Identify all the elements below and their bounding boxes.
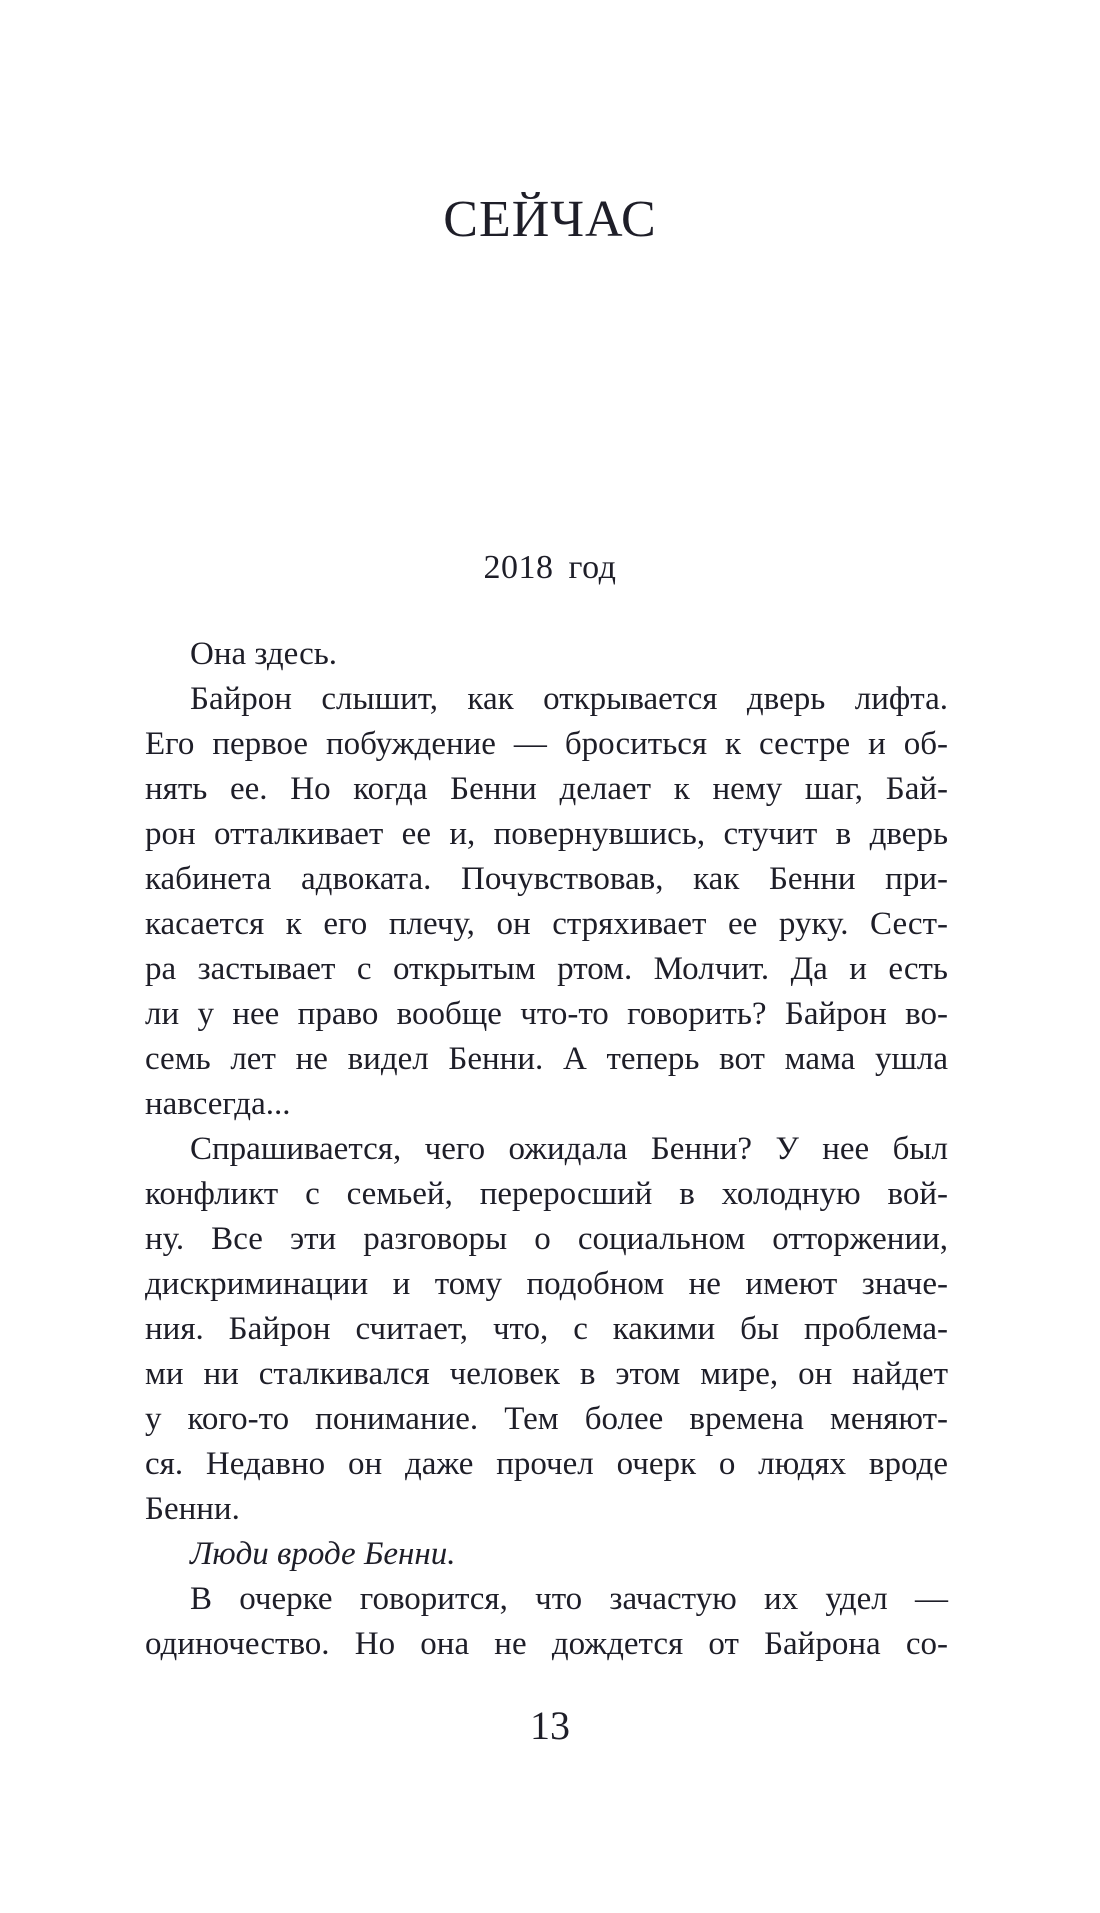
- text-line: касается к его плечу, он стряхивает ее руку. Сест-: [145, 906, 948, 942]
- text-line: нять ее. Но когда Бенни делает к нему шаг, Бай-: [145, 771, 948, 807]
- paragraph: [145, 1532, 948, 1577]
- text-line: рон отталкивает ее и, повернувшись, стучит в дверь: [145, 816, 948, 852]
- text-line: ся. Недавно он даже прочел очерк о людях вроде: [145, 1446, 948, 1482]
- text-line: ра застывает с открытым ртом. Молчит. Да и есть: [145, 951, 948, 987]
- text-line: одиночество. Но она не дождется от Байрона со-: [145, 1626, 948, 1662]
- text-line: ну. Все эти разговоры о социальном отторжении,: [145, 1221, 948, 1257]
- chapter-title: СЕЙЧАС: [443, 191, 657, 248]
- paragraph: [145, 632, 948, 677]
- text-line: конфликт с семьей, переросший в холодную вой-: [145, 1176, 948, 1212]
- text-line: Его первое побуждение — броситься к сестре и об-: [145, 726, 948, 762]
- text-line: семь лет не видел Бенни. А теперь вот мама ушла: [145, 1041, 948, 1077]
- text-line: ли у нее право вообще что-то говорить? Байрон во-: [145, 996, 948, 1032]
- text-line: ния. Байрон считает, что, с какими бы проблема-: [145, 1311, 948, 1347]
- paragraph: [145, 677, 948, 1127]
- text-line: дискриминации и тому подобном не имеют значе-: [145, 1266, 948, 1302]
- text-line: ми ни сталкивался человек в этом мире, он найдет: [145, 1356, 948, 1392]
- section-heading: 2018 год: [483, 549, 617, 586]
- text-line: Люди вроде Бенни.: [190, 1536, 456, 1572]
- page-number: 13: [530, 1703, 570, 1748]
- paragraph: [145, 1577, 948, 1667]
- text-line: у кого-то понимание. Тем более времена меняют-: [145, 1401, 948, 1437]
- text-line: Байрон слышит, как открывается дверь лифта.: [190, 681, 948, 717]
- text-line: В очерке говорится, что зачастую их удел —: [190, 1581, 948, 1617]
- text-line: Спрашивается, чего ожидала Бенни? У нее был: [190, 1131, 948, 1167]
- text-line: Бенни.: [145, 1491, 240, 1527]
- paragraph: [145, 1127, 948, 1532]
- text-line: кабинета адвоката. Почувствовав, как Бенни при-: [145, 861, 948, 897]
- text-line: Она здесь.: [190, 636, 338, 672]
- text-line: навсегда...: [145, 1086, 291, 1122]
- body-text: [145, 632, 948, 1667]
